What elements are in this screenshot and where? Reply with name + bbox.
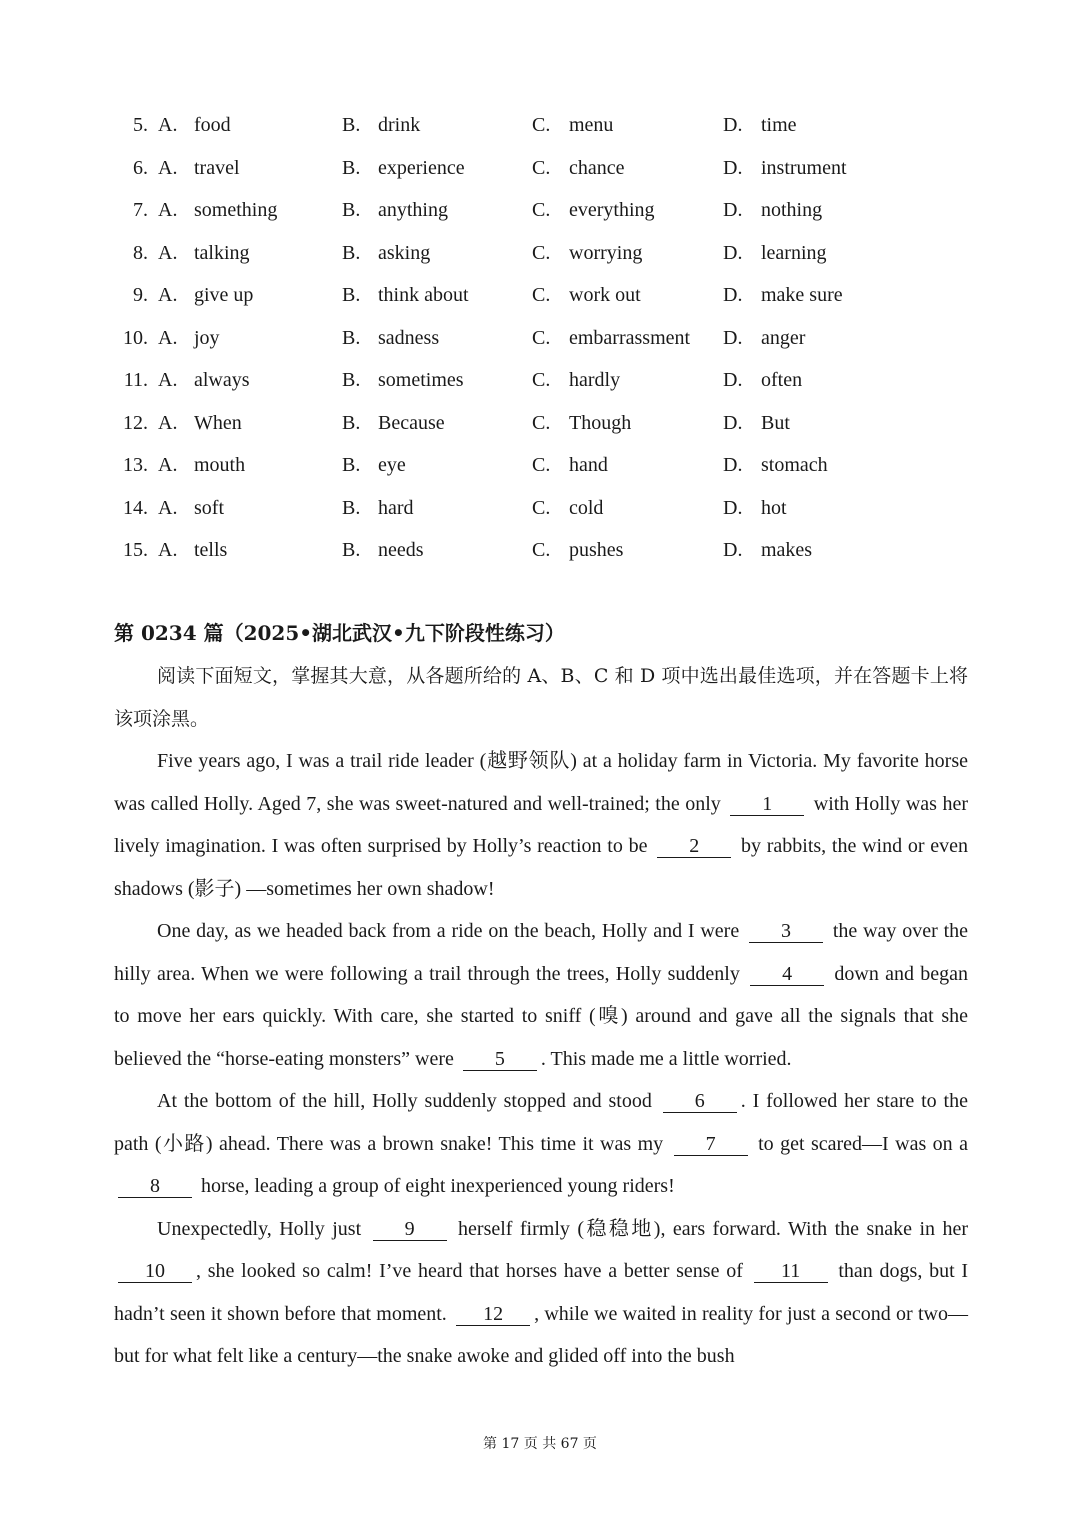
option-letter-b: B. — [342, 284, 361, 306]
option-letter-b: B. — [342, 411, 361, 434]
option-row — [112, 487, 972, 530]
question-number: 15. — [123, 539, 148, 561]
option-d: nothing — [761, 199, 823, 221]
option-c: cold — [569, 496, 604, 519]
option-letter-a: A. — [158, 284, 178, 306]
option-letter-c: C. — [532, 411, 551, 434]
passage-text: . I followed her stare to the path (小路) ahead. There was a brown snake! This time it was my — [114, 1090, 968, 1155]
option-letter-a: A. — [158, 114, 178, 136]
passage-text: than dogs, but I hadn’t seen it shown before that moment. — [114, 1260, 969, 1325]
passage-text: herself firmly (稳稳地), ears forward. With the snake in her — [458, 1217, 969, 1240]
option-c: menu — [569, 114, 614, 136]
passage-text: Unexpectedly, Holly just — [157, 1217, 362, 1240]
option-b: Because — [378, 411, 445, 434]
option-d: anger — [761, 326, 806, 349]
option-a: joy — [194, 326, 220, 349]
option-letter-b: B. — [342, 539, 361, 561]
answer-blank-8: 8 — [118, 1175, 192, 1198]
answer-blank-7: 7 — [674, 1133, 748, 1156]
option-letter-c: C. — [532, 284, 551, 306]
option-letter-d: D. — [723, 199, 743, 221]
passage-text: Five years ago, I was a trail ride leader (越野领队) at a holiday farm in Victoria. My favorite horse was called Holly. Aged 7, she was sweet-natured and well-trained; the only — [114, 750, 968, 815]
option-letter-a: A. — [158, 199, 178, 221]
options-list — [112, 104, 972, 572]
option-d: instrument — [761, 156, 847, 179]
page-number: 第 17 页 共 67 页 — [483, 1436, 597, 1452]
answer-blank-11: 11 — [754, 1260, 828, 1283]
option-a: food — [194, 114, 231, 136]
option-letter-c: C. — [532, 539, 551, 561]
option-letter-a: A. — [158, 539, 178, 561]
option-letter-c: C. — [532, 454, 551, 476]
option-letter-a: A. — [158, 411, 178, 434]
answer-blank-5: 5 — [463, 1048, 537, 1071]
paragraph-2 — [114, 910, 968, 1080]
option-letter-c: C. — [532, 369, 551, 391]
option-row — [112, 317, 972, 360]
option-letter-b: B. — [342, 156, 361, 179]
option-b: eye — [378, 454, 406, 476]
option-row — [112, 444, 972, 487]
option-letter-b: B. — [342, 326, 361, 349]
option-c: hardly — [569, 369, 621, 391]
question-number: 10. — [123, 326, 148, 349]
passage-text: , she looked so calm! I’ve heard that horses have a better sense of — [196, 1260, 743, 1282]
option-row — [112, 529, 972, 572]
passage-text: , while we waited in reality for just a second or two—but for what felt like a century—the snake awoke and glided off into the bush — [114, 1302, 968, 1367]
question-number: 5. — [133, 114, 148, 136]
passage-text: down and began to move her ears quickly. With care, she started to sniff (嗅) around and gave all the signals that she believed the “horse-eating monsters” were — [114, 962, 969, 1070]
option-row — [112, 402, 972, 445]
option-a: soft — [194, 496, 224, 519]
option-letter-d: D. — [723, 454, 743, 476]
option-letter-d: D. — [723, 241, 743, 264]
passage-text: One day, as we headed back from a ride on the beach, Holly and I were — [157, 920, 740, 942]
option-letter-d: D. — [723, 284, 743, 306]
option-row — [112, 232, 972, 275]
answer-blank-3: 3 — [749, 920, 823, 943]
option-letter-d: D. — [723, 156, 743, 179]
option-c: Though — [569, 411, 632, 434]
option-letter-b: B. — [342, 241, 361, 264]
option-c: embarrassment — [569, 326, 691, 349]
paragraph-4 — [114, 1208, 968, 1378]
question-number: 9. — [133, 284, 148, 306]
paragraph-3 — [114, 1080, 968, 1208]
option-c: chance — [569, 156, 625, 179]
instruction-text: 阅读下面短文，掌握其大意，从各题所给的 A、B、C 和 D 项中选出最佳选项，并在答题卡上将该项涂黑。 — [114, 665, 968, 730]
answer-blank-10: 10 — [118, 1260, 192, 1283]
option-b: anything — [378, 199, 448, 221]
passage-text: with Holly was her lively imagination. I was often surprised by Holly’s reaction to be — [114, 792, 968, 857]
answer-blank-12: 12 — [456, 1303, 530, 1326]
question-number: 13. — [123, 454, 148, 476]
option-letter-b: B. — [342, 496, 361, 519]
option-letter-a: A. — [158, 369, 178, 391]
answer-blank-6: 6 — [663, 1090, 737, 1113]
option-b: hard — [378, 496, 414, 519]
option-letter-a: A. — [158, 156, 178, 179]
option-letter-a: A. — [158, 326, 178, 349]
option-a: give up — [194, 284, 254, 306]
option-b: think about — [378, 284, 469, 306]
passage-text: to get scared—I was on a — [758, 1132, 969, 1155]
option-b: sometimes — [378, 369, 464, 391]
option-b: sadness — [378, 326, 440, 349]
option-a: something — [194, 199, 278, 221]
option-letter-c: C. — [532, 496, 551, 519]
paragraph-1 — [114, 740, 968, 910]
option-d: often — [761, 369, 803, 391]
option-d: makes — [761, 539, 813, 561]
option-letter-c: C. — [532, 241, 551, 264]
option-a: tells — [194, 539, 228, 561]
option-a: talking — [194, 241, 250, 264]
option-letter-c: C. — [532, 114, 551, 136]
option-d: make sure — [761, 284, 843, 306]
question-number: 8. — [133, 241, 148, 264]
option-row — [112, 147, 972, 190]
passage-text: . This made me a little worried. — [540, 1047, 792, 1070]
option-d: learning — [761, 241, 827, 264]
option-c: work out — [569, 284, 641, 306]
question-number: 7. — [133, 199, 148, 221]
option-letter-c: C. — [532, 156, 551, 179]
option-letter-b: B. — [342, 454, 361, 476]
option-letter-c: C. — [532, 326, 551, 349]
option-d: time — [761, 114, 797, 136]
passage-text: the way over the hilly area. When we were following a trail through the trees, Holly suddenly — [114, 920, 969, 985]
option-c: everything — [569, 199, 655, 221]
option-row — [112, 359, 972, 402]
option-letter-a: A. — [158, 454, 178, 476]
option-d: hot — [761, 496, 787, 519]
option-letter-b: B. — [342, 199, 361, 221]
option-letter-b: B. — [342, 114, 361, 136]
option-a: travel — [194, 156, 240, 179]
option-row — [112, 104, 972, 147]
option-letter-d: D. — [723, 114, 743, 136]
question-number: 11. — [123, 369, 148, 391]
option-d: stomach — [761, 454, 828, 476]
option-letter-d: D. — [723, 539, 743, 561]
option-a: always — [194, 369, 250, 391]
option-letter-b: B. — [342, 369, 361, 391]
option-d: But — [761, 411, 790, 434]
passage-text: horse, leading a group of eight inexperienced young riders! — [201, 1175, 675, 1197]
option-b: experience — [378, 156, 465, 179]
option-letter-d: D. — [723, 496, 743, 519]
question-number: 6. — [133, 156, 148, 179]
answer-blank-1: 1 — [730, 793, 804, 816]
option-b: needs — [378, 539, 424, 561]
option-row — [112, 189, 972, 232]
answer-blank-9: 9 — [373, 1218, 447, 1241]
option-letter-a: A. — [158, 241, 178, 264]
option-letter-d: D. — [723, 326, 743, 349]
question-number: 12. — [123, 411, 148, 434]
option-row — [112, 274, 972, 317]
option-b: drink — [378, 114, 421, 136]
answer-blank-4: 4 — [750, 963, 824, 986]
option-c: pushes — [569, 539, 624, 561]
option-a: When — [194, 411, 242, 434]
option-b: asking — [378, 241, 431, 264]
passage-text: At the bottom of the hill, Holly suddenly stopped and stood — [157, 1090, 652, 1112]
option-letter-a: A. — [158, 496, 178, 519]
option-c: worrying — [569, 241, 643, 264]
section-title: 第 0234 篇（2025•湖北武汉•九下阶段性练习） — [114, 621, 565, 645]
question-number: 14. — [123, 496, 148, 519]
option-c: hand — [569, 454, 608, 476]
answer-blank-2: 2 — [657, 835, 731, 858]
option-letter-d: D. — [723, 369, 743, 391]
option-letter-d: D. — [723, 411, 743, 434]
option-a: mouth — [194, 454, 246, 476]
passage — [114, 655, 968, 1378]
option-letter-c: C. — [532, 199, 551, 221]
passage-text: by rabbits, the wind or even shadows (影子) —sometimes her own shadow! — [114, 835, 969, 900]
